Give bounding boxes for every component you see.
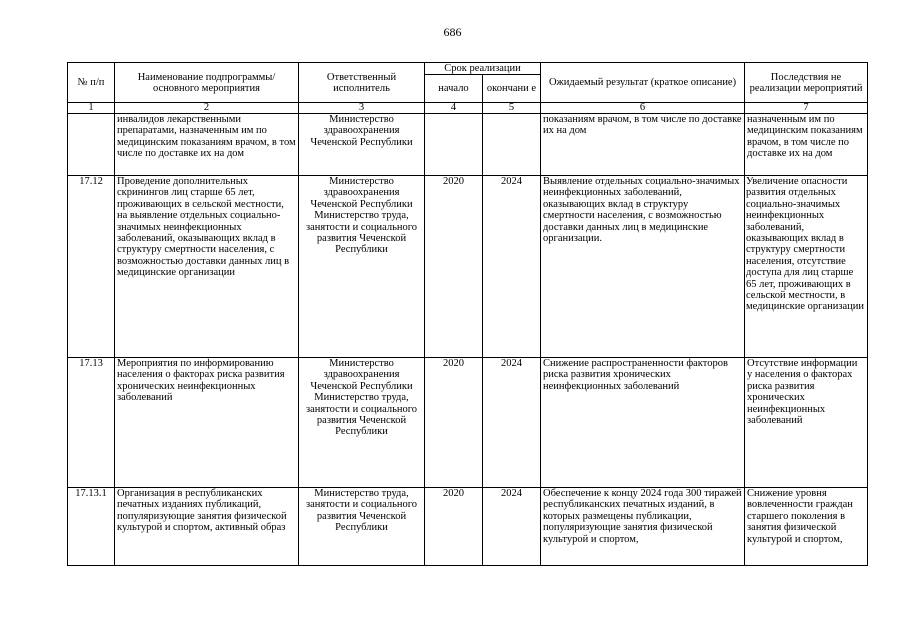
column-number: 3 [299,103,425,114]
row-number [68,114,115,176]
column-number: 7 [745,103,868,114]
expected-result: показаниям врачом, в том числе по доставке их на дом [541,114,745,176]
measure-name: инвалидов лекарственными препаратами, назначенным им по медицинским показаниям врачом, в том числе по доставке их на дом [115,114,299,176]
expected-result: Выявление отдельных социально-значимых неинфекционных заболеваний, оказывающих вклад в структуру смертности населения, с возможностью доставки данных лиц в медицинские организации. [541,176,745,358]
consequences: назначенным им по медицинским показаниям врачом, в том числе по доставке их на дом [745,114,868,176]
page-number: 686 [443,25,462,39]
expected-result: Обеспечение к концу 2024 года 300 тиражей республиканских печатных изданий, в которых размещены публикации, популяризующие занятия физической культурой и спортом, [541,488,745,566]
expected-result: Снижение распространенности факторов риска развития хронических неинфекционных заболеваний [541,358,745,488]
header-end: окончани е [483,75,541,103]
start-year: 2020 [425,488,483,566]
responsible-executor: Министерство труда, занятости и социального развития Чеченской Республики [299,488,425,566]
header-period: Срок реализации [425,63,541,75]
table-row [68,488,868,566]
consequences: Увеличение опасности развития отдельных социально-значимых неинфекционных заболеваний, оказывающих вклад в структуру смертности населения, отсутствие доступа для лиц старше 65 лет, проживающих в сельской местности, в медицинские организации [745,176,868,358]
measure-name: Проведение дополнительных скринингов лиц старше 65 лет, проживающих в сельской местности, на выявление отдельных социально-значимых неинфекционных заболеваний, оказывающих вклад в структуру смертности населения, с возможностью доставки данных лиц в медицинские организации [115,176,299,358]
start-year: 2020 [425,176,483,358]
header-name: Наименование подпрограммы/ основного мероприятия [115,63,299,103]
start-year [425,114,483,176]
end-year [483,114,541,176]
column-number: 4 [425,103,483,114]
consequences: Снижение уровня вовлеченности граждан старшего поколения в занятия физической культурой и спортом, [745,488,868,566]
row-number: 17.13.1 [68,488,115,566]
start-year: 2020 [425,358,483,488]
column-number: 6 [541,103,745,114]
header-row-1 [68,63,868,75]
row-number: 17.12 [68,176,115,358]
end-year: 2024 [483,488,541,566]
table-row [68,176,868,358]
responsible-executor: Министерство здравоохранения Чеченской Республики [299,114,425,176]
column-number-row [68,103,868,114]
row-number: 17.13 [68,358,115,488]
table-row [68,358,868,488]
header-responsible: Ответственный исполнитель [299,63,425,103]
header-num: № п/п [68,63,115,103]
header-start: начало [425,75,483,103]
measure-name: Организация в республиканских печатных изданиях публикаций, популяризующие занятия физической культурой и спортом, активный образ [115,488,299,566]
table-row [68,114,868,176]
measure-name: Мероприятия по информированию населения о факторах риска развития хронических неинфекционных заболеваний [115,358,299,488]
column-number: 2 [115,103,299,114]
column-number: 1 [68,103,115,114]
header-consequences: Последствия не реализации мероприятий [745,63,868,103]
header-result: Ожидаемый результат (краткое описание) [541,63,745,103]
responsible-executor: Министерство здравоохранения Чеченской Республики Министерство труда, занятости и социального развития Чеченской Республики [299,358,425,488]
end-year: 2024 [483,176,541,358]
responsible-executor: Министерство здравоохранения Чеченской Республики Министерство труда, занятости и социального развития Чеченской Республики [299,176,425,358]
end-year: 2024 [483,358,541,488]
consequences: Отсутствие информации у населения о факторах риска развития хронических неинфекционных заболеваний [745,358,868,488]
column-number: 5 [483,103,541,114]
measures-table [67,62,868,566]
